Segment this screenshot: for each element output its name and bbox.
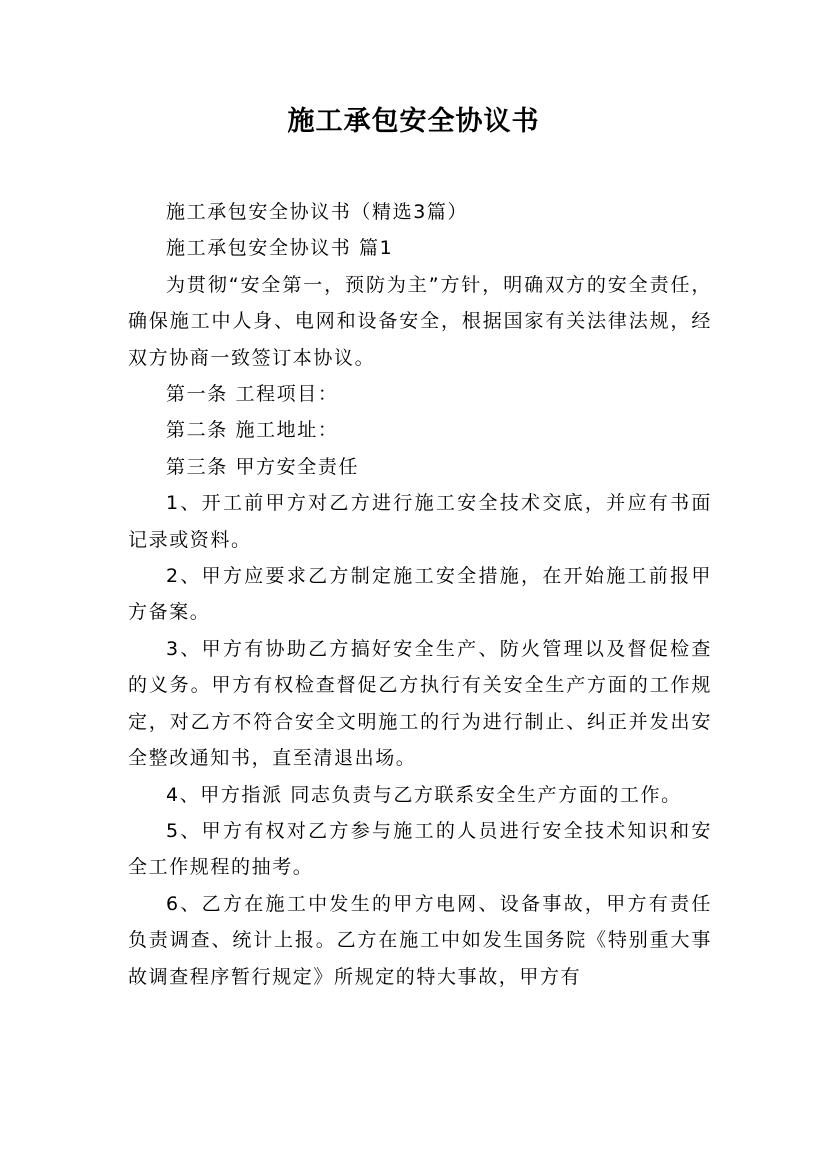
paragraph-clause-6: 6、乙方在施工中发生的甲方电网、设备事故，甲方有责任负责调查、统计上报。乙方在施工中如发生国务院《特别重大事故调查程序暂行规定》所规定的特大事故，甲方有 [128,892,712,988]
paragraph-clause-3: 3、甲方有协助乙方搞好安全生产、防火管理以及督促检查的义务。甲方有权检查督促乙方执行有关安全生产方面的工作规定，对乙方不符合安全文明施工的行为进行制止、纠正并发出安全整改通知书，直至清退出场。 [128,637,712,770]
paragraph-section-heading: 施工承包安全协议书 篇1 [166,237,394,260]
paragraph-clause-5: 5、甲方有权对乙方参与施工的人员进行安全技术知识和安全工作规程的抽考。 [128,819,712,879]
paragraph-clause-1: 1、开工前甲方对乙方进行施工安全技术交底，并应有书面记录或资料。 [128,492,712,551]
paragraph-article-2: 第二条 施工地址： [166,419,339,442]
paragraph-clause-2: 2、甲方应要求乙方制定施工安全措施，在开始施工前报甲方备案。 [128,565,712,624]
document-body [128,194,712,995]
paragraph-clause-4: 4、甲方指派 同志负责与乙方联系安全生产方面的工作。 [166,783,682,806]
paragraph-article-1: 第一条 工程项目： [166,383,339,406]
paragraph-article-3: 第三条 甲方安全责任 [166,455,360,478]
paragraph-preamble: 为贯彻“安全第一，预防为主”方针，明确双方的安全责任，确保施工中人身、电网和设备安全，根据国家有关法律法规，经双方协商一致签订本协议。 [128,273,712,369]
document-title: 施工承包安全协议书 [287,106,540,137]
paragraph-subtitle: 施工承包安全协议书（精选3篇） [166,201,469,223]
